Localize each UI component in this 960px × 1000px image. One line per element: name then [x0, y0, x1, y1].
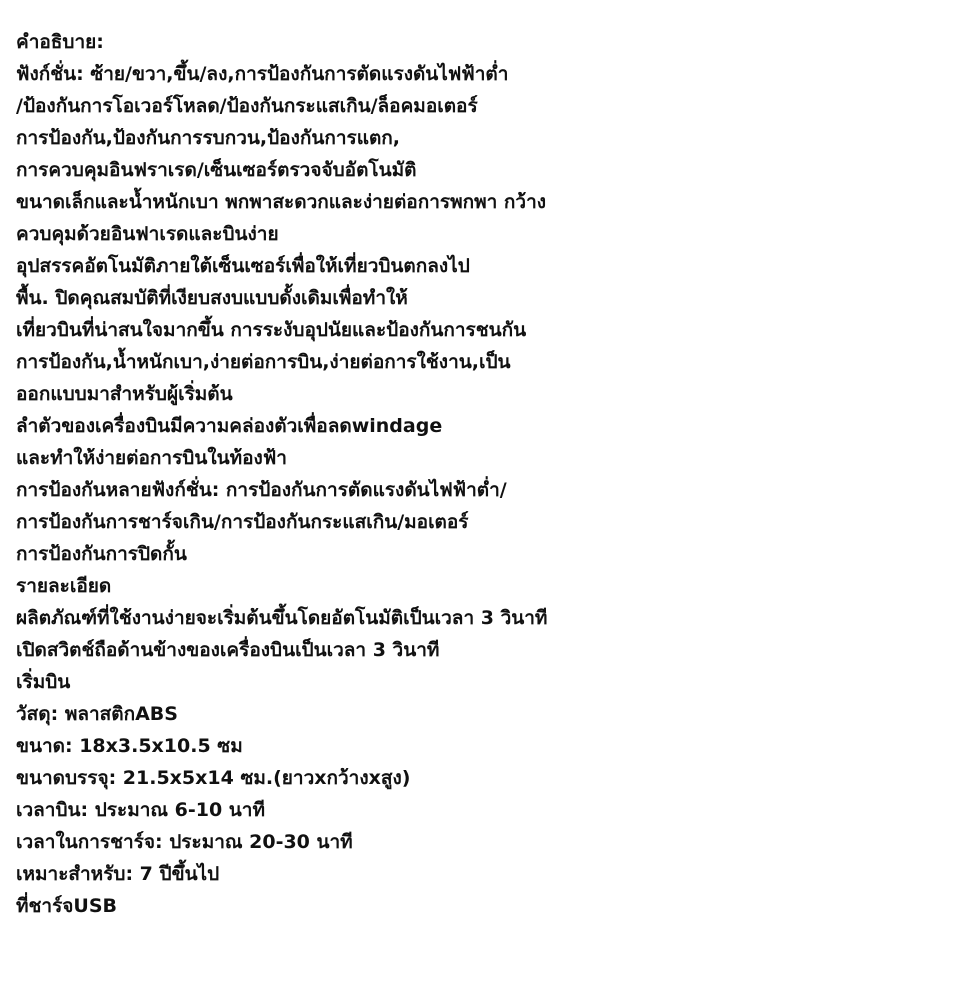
text-line: เที่ยวบินที่น่าสนใจมากขึ้น การระงับอุปนัยและป้องกันการชนกัน: [16, 319, 527, 341]
spec-age: เหมาะสำหรับ: 7 ปีขึ้นไป: [16, 863, 220, 885]
text-line: ลำตัวของเครื่องบินมีความคล่องตัวเพื่อลดwindage: [16, 415, 443, 437]
text-line: และทำให้ง่ายต่อการบินในท้องฟ้า: [16, 447, 287, 469]
text-line: การป้องกันการชาร์จเกิน/การป้องกันกระแสเกิน/มอเตอร์: [16, 511, 469, 533]
spec-material: วัสดุ: พลาสติกABS: [16, 703, 178, 725]
text-line: ออกแบบมาสำหรับผู้เริ่มต้น: [16, 383, 233, 405]
spec-charger: ที่ชาร์จUSB: [16, 895, 118, 917]
product-description: [16, 26, 944, 922]
spec-package-size: ขนาดบรรจุ: 21.5x5x14 ซม.(ยาวxกว้างxสูง): [16, 767, 411, 789]
section-heading-details: รายละเอียด: [16, 575, 112, 597]
spec-flight-time: เวลาบิน: ประมาณ 6-10 นาที: [16, 799, 265, 821]
text-line: เริ่มบิน: [16, 671, 71, 693]
text-line: ควบคุมด้วยอินฟาเรดและบินง่าย: [16, 223, 279, 245]
text-line: พื้น. ปิดคุณสมบัติที่เงียบสงบแบบดั้งเดิมเพื่อทำให้: [16, 287, 408, 309]
text-line: /ป้องกันการโอเวอร์โหลด/ป้องกันกระแสเกิน/ล็อคมอเตอร์: [16, 95, 478, 117]
text-line: การป้องกัน,ป้องกันการรบกวน,ป้องกันการแตก,: [16, 127, 401, 149]
text-line: การป้องกันการปิดกั้น: [16, 543, 187, 565]
text-line: อุปสรรคอัตโนมัติภายใต้เซ็นเซอร์เพื่อให้เที่ยวบินตกลงไป: [16, 255, 470, 277]
text-line: ฟังก์ชั่น: ซ้าย/ขวา,ขึ้น/ลง,การป้องกันการตัดแรงดันไฟฟ้าต่ำ: [16, 63, 509, 85]
section-heading-description: คำอธิบาย:: [16, 31, 104, 53]
text-line: การควบคุมอินฟราเรด/เซ็นเซอร์ตรวจจับอัตโนมัติ: [16, 159, 417, 181]
text-line: การป้องกัน,น้ำหนักเบา,ง่ายต่อการบิน,ง่ายต่อการใช้งาน,เป็น: [16, 351, 511, 373]
text-line: ขนาดเล็กและน้ำหนักเบา พกพาสะดวกและง่ายต่อการพกพา กว้าง: [16, 191, 547, 213]
spec-charging-time: เวลาในการชาร์จ: ประมาณ 20-30 นาที: [16, 831, 353, 853]
spec-size: ขนาด: 18x3.5x10.5 ซม: [16, 735, 243, 757]
text-line: ผลิตภัณฑ์ที่ใช้งานง่ายจะเริ่มต้นขึ้นโดยอัตโนมัติเป็นเวลา 3 วินาที: [16, 607, 548, 629]
text-line: เปิดสวิตช์ถือด้านข้างของเครื่องบินเป็นเวลา 3 วินาที: [16, 639, 440, 661]
text-line: การป้องกันหลายฟังก์ชั่น: การป้องกันการตัดแรงดันไฟฟ้าต่ำ/: [16, 479, 507, 501]
